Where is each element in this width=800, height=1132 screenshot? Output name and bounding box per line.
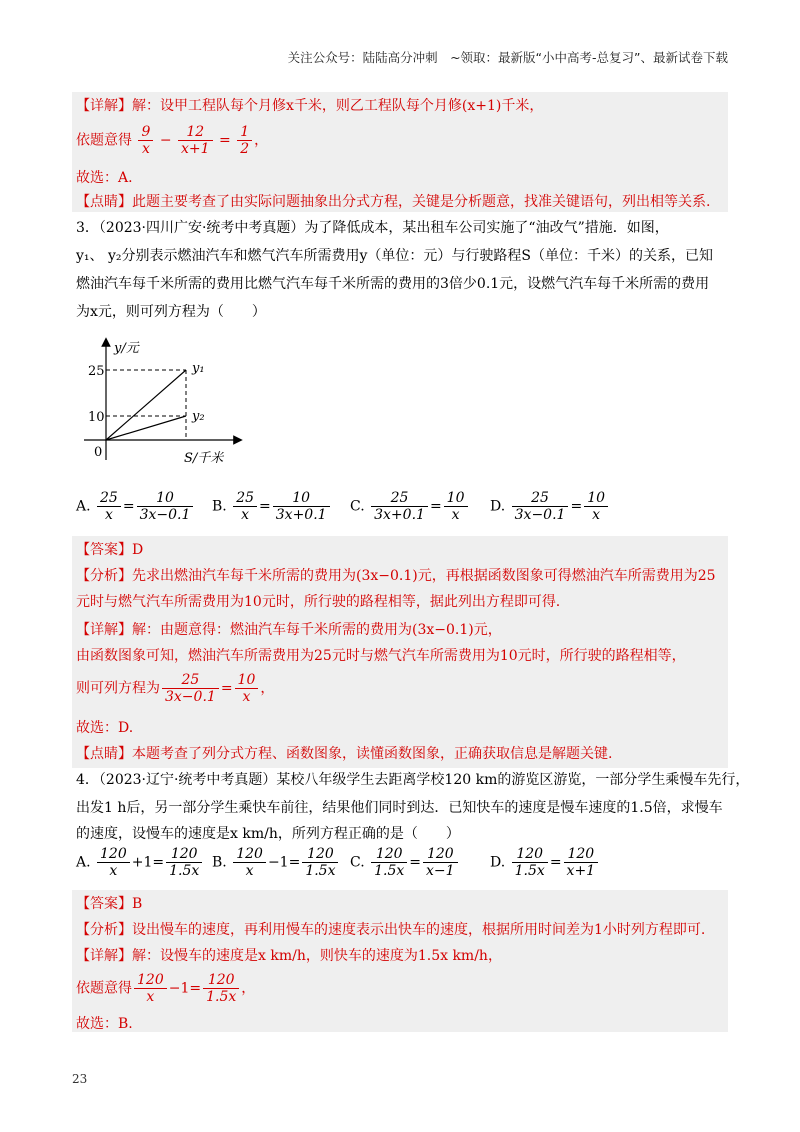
operator: −1 — [168, 980, 190, 997]
frac-den: 3x−0.1 — [139, 507, 191, 524]
eq-tail: ， — [241, 980, 256, 997]
frac-num: 120 — [423, 846, 458, 863]
frac-num: 120 — [564, 846, 599, 863]
frac-num: 10 — [235, 672, 259, 689]
frac-den: x — [241, 507, 250, 524]
analysis-tag: 【分析】 — [76, 568, 132, 584]
operator: −1 — [267, 854, 289, 871]
answer-tag: 【答案】 — [76, 896, 132, 912]
frac-den: x+1 — [566, 863, 596, 880]
q4-option-d — [490, 846, 600, 879]
equals: = — [429, 498, 442, 515]
q3-option-a — [76, 490, 195, 523]
frac-num: 120 — [97, 846, 130, 863]
q4-answer — [76, 894, 142, 914]
analysis-tag: 【分析】 — [76, 922, 132, 938]
y-axis-label: y/元 — [114, 341, 139, 356]
equals: = — [152, 854, 165, 871]
frac-num: 120 — [512, 846, 548, 863]
q3-line-4: 为x元，则可列方程为（ ） — [76, 304, 266, 320]
q4-option-c — [350, 846, 460, 879]
q3-analysis-1 — [76, 566, 716, 586]
equals: = — [549, 854, 562, 871]
q3-answer — [76, 540, 143, 560]
frac-den: x — [242, 689, 251, 706]
q3-line-1: 3．（2023·四川广安·统考中考真题）为了降低成本，某出租车公司实施了“油改气”措施．如图， — [76, 220, 669, 236]
q4-option-b — [212, 846, 340, 879]
frac-num: 12 — [178, 124, 213, 141]
frac-num: 120 — [302, 846, 338, 863]
frac-den: x — [109, 863, 118, 880]
equals: = — [570, 498, 583, 515]
frac-num: 10 — [584, 490, 608, 507]
equals: = — [189, 980, 202, 997]
q3-option-b — [212, 490, 332, 523]
frac-den: 1.5x — [206, 989, 237, 1006]
q3-line-2: y₁、 y₂分别表示燃油汽车和燃气汽车所需费用y（单位：元）与行驶路程S（单位：千米）的关系，已知 — [76, 248, 713, 264]
line-y2 — [106, 416, 186, 440]
prev-detail-line — [76, 96, 543, 116]
frac-den: x — [592, 507, 601, 524]
q4-line-3: 的速度，设慢车的速度是x km/h，所列方程正确的是（ ） — [76, 826, 460, 842]
eq-tail: ， — [260, 680, 275, 697]
tick-25: 25 — [88, 364, 105, 379]
detail-tag: 【详解】 — [76, 622, 132, 638]
detail-text: 解：由题意得：燃油汽车每千米所需的费用为(3x−0.1)元， — [132, 622, 502, 638]
operator: − — [159, 132, 172, 149]
y1-label: y₁ — [192, 361, 205, 376]
eq-prefix: 则可列方程为 — [76, 680, 160, 697]
frac-den: 3x+0.1 — [374, 507, 425, 524]
option-letter: D. — [490, 498, 506, 515]
q4-line-1: 4．（2023·辽宁·统考中考真题）某校八年级学生去距离学校120 km的游览区游览，一部分学生乘慢车先行， — [76, 772, 750, 788]
frac-num: 120 — [203, 972, 239, 989]
comment-tag: 【点睛】 — [76, 194, 132, 210]
origin-label: 0 — [94, 445, 103, 460]
frac-den: x — [451, 507, 460, 524]
page-header: 关注公众号：陆陆高分冲刺 ~领取：最新版“小中高考-总复习”、最新试卷下载 — [287, 50, 728, 65]
frac-num: 1 — [237, 124, 252, 141]
equals: = — [219, 132, 231, 149]
equals: = — [288, 854, 301, 871]
prev-equation — [76, 124, 268, 157]
comment-text: 此题主要考查了由实际问题抽象出分式方程，关键是分析题意，找准关键语句，列出相等关系. — [132, 194, 711, 210]
frac-den: x — [104, 507, 113, 524]
operator: +1 — [131, 854, 153, 871]
frac-num: 10 — [444, 490, 468, 507]
q3-option-c — [350, 490, 470, 523]
y2-label: y₂ — [192, 409, 205, 424]
frac-den: 1.5x — [374, 863, 405, 880]
option-letter: A. — [76, 854, 91, 871]
answer-tag: 【答案】 — [76, 542, 132, 558]
frac-num: 25 — [97, 490, 121, 507]
detail-text: 解：设甲工程队每个月修x千米，则乙工程队每个月修(x+1)千米， — [132, 98, 544, 114]
comment-tag: 【点睛】 — [76, 746, 132, 762]
eq-tail: ， — [254, 132, 269, 149]
prev-comment — [76, 192, 710, 212]
frac-num: 25 — [162, 672, 219, 689]
option-letter: B. — [212, 854, 227, 871]
q3-detail-1 — [76, 620, 502, 640]
frac-den: 1.5x — [169, 863, 200, 880]
detail-tag: 【详解】 — [76, 948, 132, 964]
comment-text: 本题考查了列分式方程、函数图象，读懂函数图象，正确获取信息是解题关键. — [132, 746, 613, 762]
equals: = — [259, 498, 271, 515]
tick-10: 10 — [88, 410, 105, 425]
prev-choice: 故选：A. — [76, 170, 133, 186]
option-letter: B. — [212, 498, 227, 515]
frac-den: x+1 — [181, 141, 210, 158]
frac-num: 25 — [233, 490, 257, 507]
frac-den: 3x−0.1 — [165, 689, 216, 706]
q3-line-3: 燃油汽车每千米所需的费用比燃气汽车每千米所需的费用的3倍少0.1元，设燃气汽车每千米所需的费用 — [76, 276, 710, 292]
option-letter: A. — [76, 498, 91, 515]
option-letter: D. — [490, 854, 506, 871]
frac-num: 120 — [371, 846, 407, 863]
answer-value: B — [132, 896, 143, 912]
eq-prefix: 依题意得 — [76, 980, 132, 997]
frac-num: 25 — [512, 490, 569, 507]
frac-num: 9 — [138, 124, 153, 141]
q3-detail-2: 由函数图象可知，燃油汽车所需费用为25元时与燃气汽车所需费用为10元时，所行驶的路程相等， — [76, 648, 686, 664]
frac-den: x — [141, 141, 150, 158]
q3-analysis-2: 元时与燃气汽车所需费用为10元时，所行驶的路程相等，据此列出方程即可得. — [76, 594, 561, 610]
frac-num: 10 — [137, 490, 194, 507]
answer-value: D — [132, 542, 144, 558]
q4-choice: 故选：B. — [76, 1016, 133, 1032]
q4-line-2: 出发1 h后，另一部分学生乘快车前往，结果他们同时到达．已知快车的速度是慢车速度的1.5倍，求慢车 — [76, 800, 723, 816]
page-number: 23 — [72, 1072, 88, 1086]
x-axis-label: S/千米 — [184, 451, 224, 466]
detail-text: 解：设慢车的速度是x km/h，则快车的速度为1.5x km/h， — [132, 948, 502, 964]
frac-den: x — [146, 989, 155, 1006]
analysis-text: 设出慢车的速度，再利用慢车的速度表示出快车的速度，根据所用时间差为1小时列方程即可. — [132, 922, 706, 938]
cost-distance-graph — [80, 336, 260, 468]
option-letter: C. — [350, 498, 365, 515]
line-y1 — [106, 370, 186, 440]
q3-option-d — [490, 490, 610, 523]
frac-den: x — [245, 863, 254, 880]
q4-detail — [76, 946, 502, 966]
equals: = — [409, 854, 422, 871]
eq-prefix: 依题意得 — [76, 132, 132, 149]
q3-choice: 故选：D. — [76, 720, 134, 736]
q3-equation — [76, 672, 274, 705]
frac-den: 2 — [240, 141, 250, 158]
analysis-text: 先求出燃油汽车每千米所需的费用为(3x−0.1)元，再根据函数图象可得燃油汽车所需费用为25 — [132, 568, 716, 584]
frac-den: x−1 — [426, 863, 455, 880]
equals: = — [220, 680, 233, 697]
frac-den: 1.5x — [305, 863, 336, 880]
q4-analysis — [76, 920, 705, 940]
q3-comment — [76, 744, 612, 764]
option-letter: C. — [350, 854, 365, 871]
frac-den: 3x−0.1 — [514, 507, 566, 524]
frac-den: 3x+0.1 — [275, 507, 327, 524]
frac-num: 25 — [371, 490, 428, 507]
frac-num: 120 — [233, 846, 266, 863]
q4-equation — [76, 972, 255, 1005]
detail-tag: 【详解】 — [76, 98, 132, 114]
equals: = — [122, 498, 135, 515]
q4-option-a — [76, 846, 204, 879]
frac-den: 1.5x — [514, 863, 545, 880]
frac-num: 120 — [166, 846, 202, 863]
frac-num: 120 — [134, 972, 167, 989]
frac-num: 10 — [273, 490, 330, 507]
